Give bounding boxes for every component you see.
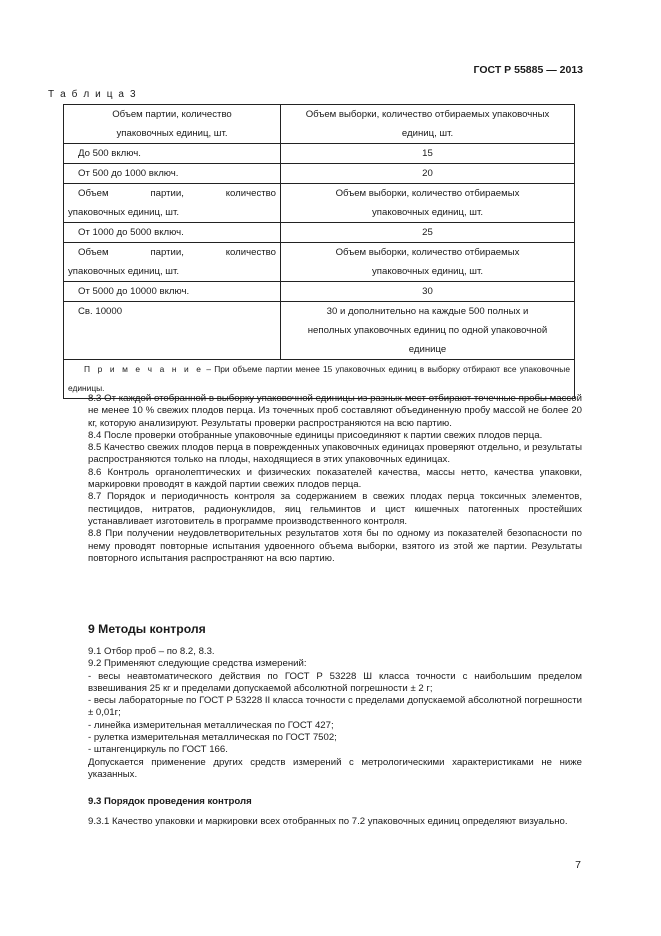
standard-header: ГОСТ Р 55885 — 2013 [473, 64, 583, 76]
page-number: 7 [575, 859, 581, 871]
cell-line: упаковочных единиц, шт. [372, 207, 483, 218]
table-label: Т а б л и ц а 3 [48, 89, 138, 100]
paragraph-8-8: 8.8 При получении неудовлетворительных результатов хотя бы по одному из показателей безопасности по нему проводят повторные испытания удвоенного объема выборки, взятого из этой же партии. Результаты повторного испытания распространяют на всю партию. [88, 528, 582, 564]
section8-body [88, 393, 582, 565]
list-item: - весы неавтоматического действия по ГОСТ Р 53228 Ш класса точности с наибольшим пределом взвешивания 25 кг и пределами допускаемой абсолютной погрешности ± 2 г; [88, 670, 582, 694]
cell-line: 30 и дополнительно на каждые 500 полных и [326, 306, 529, 317]
col2-header-line1: Объем выборки, количество отбираемых упаковочных [305, 109, 550, 120]
list-item: - весы лабораторные по ГОСТ Р 53228 II класса точности с пределами допускаемой абсолютной погрешности ± 0,01г; [88, 695, 582, 719]
cell-line: Объем партии, количество [78, 188, 276, 199]
table-cell: До 500 включ. [64, 144, 281, 164]
paragraph-8-6: 8.6 Контроль органолептических и физических показателей качества, массы нетто, качества упаковки, маркировки проводят в каждой партии свежих плодов перца. [88, 466, 582, 491]
cell-line: единице [408, 344, 447, 355]
paragraph-9-2-note: Допускается применение других средств измерений с метрологическими характеристиками не ниже указанных. [88, 756, 582, 780]
subsection-9-3-title: 9.3 Порядок проведения контроля [88, 796, 252, 807]
table-row [64, 223, 575, 243]
paragraph-8-4: 8.4 После проверки отобранные упаковочные единицы присоединяют к партии свежих плодов перца. [88, 429, 543, 441]
paragraph-9-2: 9.2 Применяют следующие средства измерений: [88, 658, 307, 670]
section9-title: 9 Методы контроля [88, 622, 206, 636]
list-item: - штангенциркуль по ГОСТ 166. [88, 744, 228, 756]
col1-header-line1: Объем партии, количество [112, 109, 232, 120]
cell-line: неполных упаковочных единиц по одной упаковочной [307, 325, 548, 336]
table-cell [281, 302, 575, 360]
sample-size-table [63, 104, 575, 399]
cell-line: упаковочных единиц, шт. [372, 266, 483, 277]
paragraph-9-3-1: 9.3.1 Качество упаковки и маркировки всех отобранных по 7.2 упаковочных единиц определяют визуально. [88, 816, 568, 827]
table-row [64, 184, 575, 223]
table-cell: 25 [281, 223, 575, 243]
table-cell: От 500 до 1000 включ. [64, 164, 281, 184]
table-cell [64, 243, 281, 282]
table-cell: От 5000 до 10000 включ. [64, 282, 281, 302]
table-cell: От 1000 до 5000 включ. [64, 223, 281, 243]
section9-body [88, 646, 582, 781]
cell-line: Объем выборки, количество отбираемых [335, 247, 520, 258]
table-cell [64, 184, 281, 223]
table-cell: 20 [281, 164, 575, 184]
paragraph-8-5: 8.5 Качество свежих плодов перца в поврежденных упаковочных единицах проверяют отдельно, и результаты распространяются только на плоды, находящиеся в этих упаковочных единицах. [88, 442, 582, 466]
paragraph-8-3: 8.3 От каждой отобранной в выборку упаковочной единицы из разных мест отбирают точечные пробы массой не менее 10 % свежих плодов перца. Из точечных проб составляют объединенную пробу массой не более 20 кг, которую анализируют. Результаты проверки распространяются на всю партию. [88, 393, 582, 429]
list-item: - рулетка измерительная металлическая по ГОСТ 7502; [88, 732, 337, 744]
col2-header [281, 105, 575, 144]
table-row [64, 164, 575, 184]
table-row [64, 243, 575, 282]
table-row [64, 144, 575, 164]
table-cell: 15 [281, 144, 575, 164]
col1-header-line2: упаковочных единиц, шт. [116, 128, 228, 139]
cell-line: Объем партии, количество [78, 247, 276, 258]
paragraph-8-7: 8.7 Порядок и периодичность контроля за содержанием в свежих плодах перца токсичных элементов, пестицидов, нитратов, радионуклидов, яиц гельминтов и цист кишечных патогенных простейших устанавливает изготовитель в программе производственного контроля. [88, 491, 582, 527]
table-row [64, 302, 575, 360]
table-cell: 30 [281, 282, 575, 302]
paragraph-9-1: 9.1 Отбор проб – по 8.2, 8.3. [88, 646, 215, 657]
cell-line: Объем выборки, количество отбираемых [335, 188, 520, 199]
table-row [64, 282, 575, 302]
cell-line: упаковочных единиц, шт. [68, 266, 179, 277]
col1-header [64, 105, 281, 144]
note-text: – При объеме партии менее 15 упаковочных единиц в выборку отбирают все упаковочные единицы. [68, 364, 570, 393]
table-cell [281, 184, 575, 223]
table-header-row [64, 105, 575, 144]
col2-header-line2: единиц, шт. [401, 128, 454, 139]
table-cell: Св. 10000 [64, 302, 281, 360]
table-cell [281, 243, 575, 282]
cell-line: упаковочных единиц, шт. [68, 207, 179, 218]
note-label: П р и м е ч а н и е [84, 364, 204, 374]
list-item: - линейка измерительная металлическая по ГОСТ 427; [88, 719, 334, 731]
